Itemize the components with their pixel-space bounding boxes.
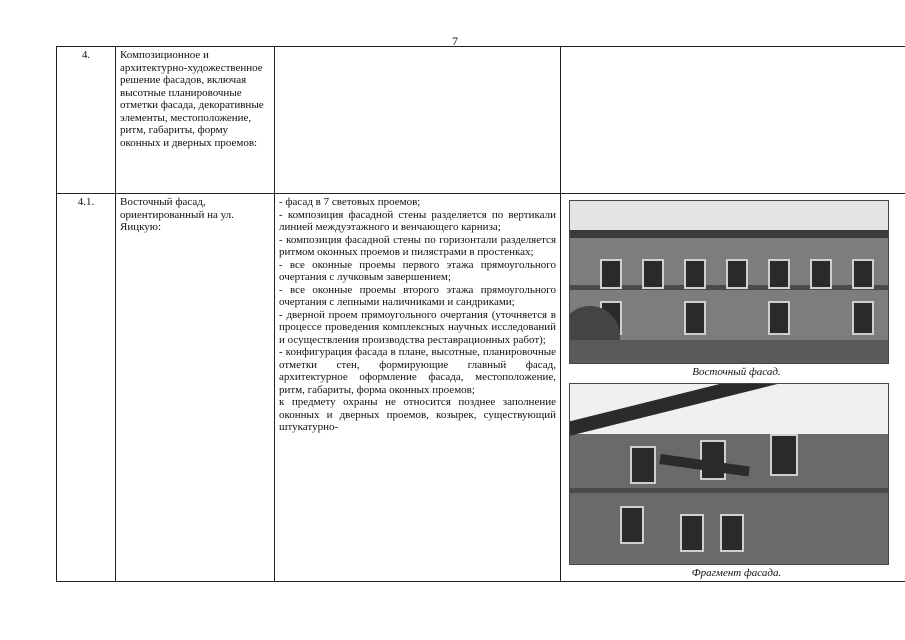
row-photos: [561, 47, 905, 194]
window: [852, 259, 874, 289]
window: [620, 506, 644, 544]
table-row: [57, 194, 905, 582]
photo-caption: Восточный фасад.: [692, 366, 781, 378]
window: [852, 301, 874, 335]
row-description: [275, 194, 561, 582]
page-number: 7: [452, 34, 458, 48]
list-item: - фасад в 7 световых проемов;: [279, 196, 421, 208]
row-number: 4.: [57, 47, 116, 194]
east-facade-photo: [569, 200, 889, 364]
row-number: 4.1.: [57, 194, 116, 582]
list-item: к предмету охраны не относится позднее заполнение оконных и дверных проемов, козырек, существующий штукатурно-: [279, 396, 556, 433]
window: [768, 301, 790, 335]
window: [768, 259, 790, 289]
window: [726, 259, 748, 289]
list-item: - все оконные проемы второго этажа прямоугольного очертания с лепными наличниками и сандриками;: [279, 283, 556, 308]
list-item: - дверной проем прямоугольного очертания (уточняется в процессе проведения комплексных научных исследований и осуществления производства реставрационных работ);: [279, 308, 556, 346]
row-title: Композиционное и архитектурно-художественное решение фасадов, включая высотные планировочные отметки фасада, декоративные элементы, местоположение, ритм, габариты, форму оконных и дверных проемов:: [116, 47, 275, 194]
table-row: [57, 47, 905, 194]
facade-fragment-photo: [569, 383, 889, 565]
list-item: - композиция фасадной стены по горизонтали разделяется ритмом оконных проемов и пилястрами в простенках;: [279, 233, 556, 258]
list-item: - композиция фасадной стены разделяется по вертикали линией междуэтажного и венчающего карниза;: [279, 208, 556, 233]
list-item: - все оконные проемы первого этажа прямоугольного очертания с лучковым завершением;: [279, 258, 556, 283]
window: [810, 259, 832, 289]
row-title: Восточный фасад, ориентированный на ул. Яицкую:: [116, 194, 275, 582]
window: [720, 514, 744, 552]
window: [642, 259, 664, 289]
window: [770, 434, 798, 476]
window: [684, 259, 706, 289]
window: [600, 259, 622, 289]
roof-cornice: [570, 230, 888, 238]
photo-caption: Фрагмент фасада.: [691, 566, 782, 579]
row-photos: [561, 194, 905, 582]
window: [680, 514, 704, 552]
interfloor-cornice: [570, 488, 888, 493]
list-item: - конфигурация фасада в плане, высотные, планировочные отметки стен, формирующие главный фасад, архитектурное оформление фасада, местоположение, ритм, габариты, форма оконных проемов;: [279, 346, 556, 396]
window: [630, 446, 656, 484]
row-description: [275, 47, 561, 194]
protection-subject-table: [56, 46, 905, 582]
protection-items-list: [279, 196, 556, 434]
window: [684, 301, 706, 335]
street: [570, 340, 888, 363]
